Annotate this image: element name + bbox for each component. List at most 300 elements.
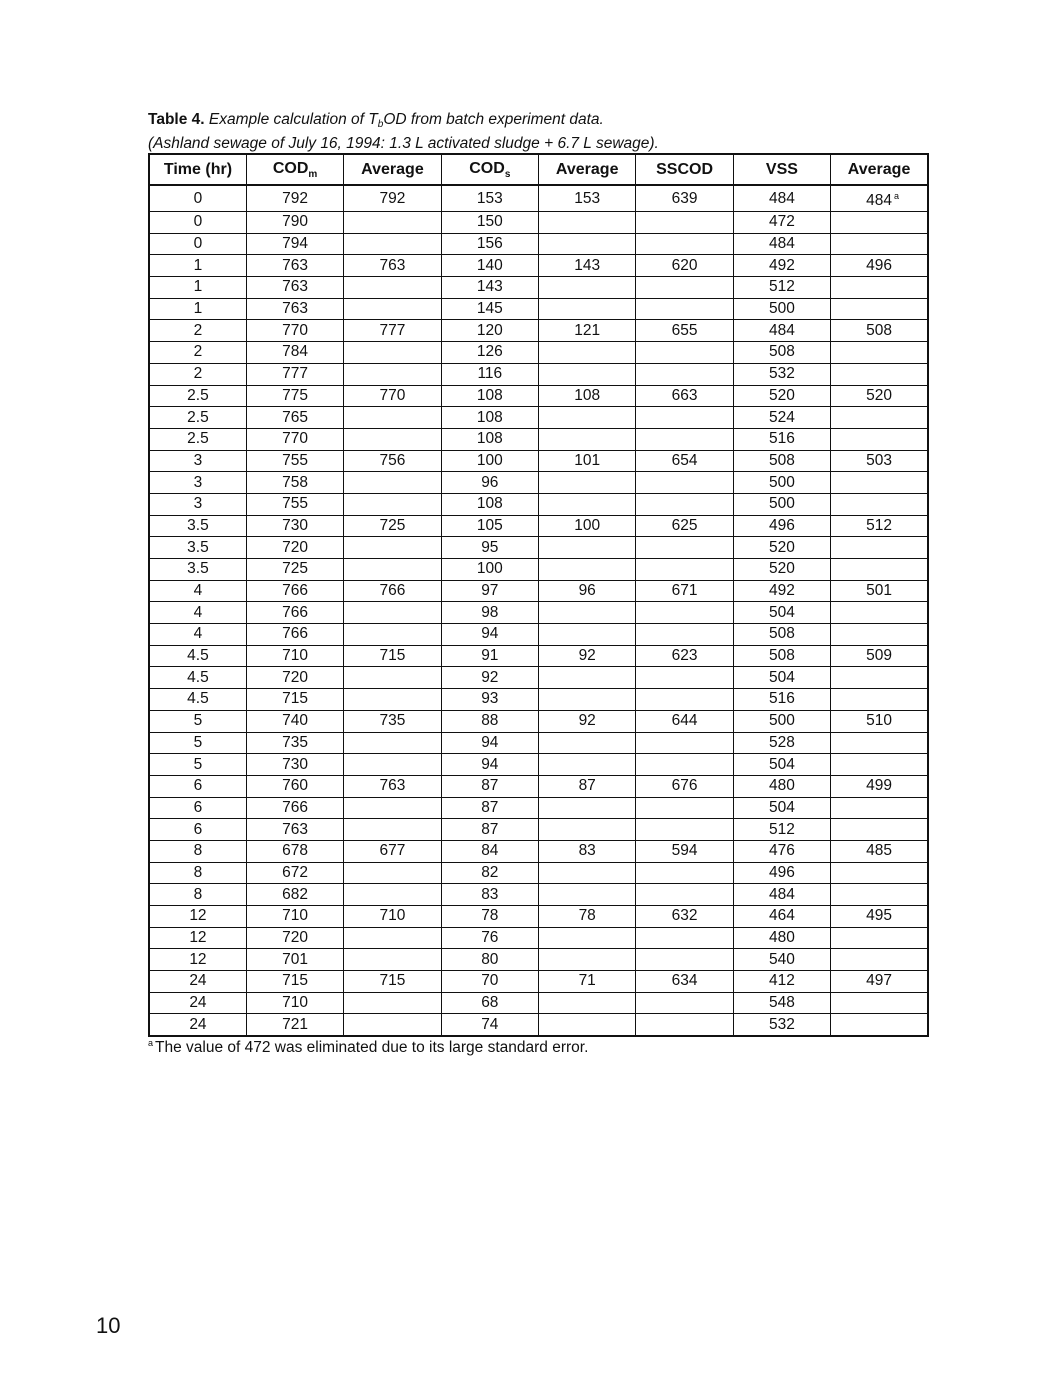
cell-average-codm	[344, 884, 441, 906]
cell-codm: 710	[246, 645, 343, 667]
header-average-codm: Average	[344, 154, 441, 185]
cell-time: 8	[149, 840, 246, 862]
cell-average-cods: 83	[539, 840, 636, 862]
cell-sscod: 625	[636, 515, 733, 537]
cell-average-codm	[344, 537, 441, 559]
cell-sscod: 620	[636, 255, 733, 277]
cell-average-cods	[539, 602, 636, 624]
cell-average-vss: 520	[831, 385, 928, 407]
cell-sscod: 632	[636, 906, 733, 928]
cell-time: 3.5	[149, 537, 246, 559]
cell-average-vss: 496	[831, 255, 928, 277]
cell-codm: 715	[246, 971, 343, 993]
cell-average-vss	[831, 185, 928, 212]
table-row	[149, 884, 928, 906]
cell-cods: 153	[441, 185, 538, 212]
cell-cods: 93	[441, 689, 538, 711]
cell-codm: 725	[246, 559, 343, 581]
cell-vss: 528	[733, 732, 830, 754]
cell-average-vss	[831, 862, 928, 884]
cell-average-codm: 763	[344, 775, 441, 797]
cell-average-codm	[344, 819, 441, 841]
cell-vss: 508	[733, 450, 830, 472]
cell-time: 4.5	[149, 645, 246, 667]
cell-codm: 721	[246, 1014, 343, 1036]
cell-cods: 100	[441, 450, 538, 472]
table-row	[149, 537, 928, 559]
cell-codm: 758	[246, 472, 343, 494]
cell-time: 2.5	[149, 385, 246, 407]
cell-average-cods	[539, 797, 636, 819]
cell-sscod	[636, 884, 733, 906]
cell-average-vss	[831, 797, 928, 819]
cell-codm: 678	[246, 840, 343, 862]
cell-average-codm	[344, 1014, 441, 1036]
cell-sscod	[636, 819, 733, 841]
cell-time: 4.5	[149, 689, 246, 711]
table-row	[149, 797, 928, 819]
cell-vss: 472	[733, 212, 830, 234]
cell-cods: 105	[441, 515, 538, 537]
cell-sscod	[636, 602, 733, 624]
table-row	[149, 602, 928, 624]
cell-sscod	[636, 992, 733, 1014]
cell-average-cods	[539, 819, 636, 841]
cell-cods: 91	[441, 645, 538, 667]
cell-average-codm	[344, 428, 441, 450]
cell-time: 5	[149, 754, 246, 776]
cell-average-codm: 766	[344, 580, 441, 602]
cell-vss: 484	[733, 233, 830, 255]
cell-average-codm	[344, 298, 441, 320]
table-row	[149, 992, 928, 1014]
cell-time: 3	[149, 472, 246, 494]
cell-value: 484	[866, 192, 892, 209]
cell-vss: 484	[733, 320, 830, 342]
cell-vss: 504	[733, 602, 830, 624]
cell-codm: 740	[246, 710, 343, 732]
cell-cods: 97	[441, 580, 538, 602]
cell-sscod: 654	[636, 450, 733, 472]
cell-sscod	[636, 537, 733, 559]
cell-codm: 710	[246, 992, 343, 1014]
header-codm-label: COD	[272, 159, 309, 177]
cell-vss: 412	[733, 971, 830, 993]
cell-average-codm: 756	[344, 450, 441, 472]
cell-average-cods	[539, 1014, 636, 1036]
cell-average-cods	[539, 277, 636, 299]
table-row	[149, 1014, 928, 1036]
cell-codm: 784	[246, 342, 343, 364]
cell-average-codm: 770	[344, 385, 441, 407]
table-row	[149, 689, 928, 711]
cell-vss: 504	[733, 797, 830, 819]
cell-time: 2	[149, 320, 246, 342]
cell-codm: 763	[246, 819, 343, 841]
cell-average-cods	[539, 689, 636, 711]
table-row	[149, 450, 928, 472]
cell-time: 4	[149, 624, 246, 646]
cell-codm: 760	[246, 775, 343, 797]
cell-codm: 710	[246, 906, 343, 928]
cell-codm: 720	[246, 927, 343, 949]
header-codm-subscript: m	[308, 168, 318, 180]
cell-sscod: 655	[636, 320, 733, 342]
header-time: Time (hr)	[149, 154, 246, 185]
cell-average-cods	[539, 233, 636, 255]
cell-average-cods	[539, 472, 636, 494]
footnote-text: The value of 472 was eliminated due to its large standard error.	[155, 1039, 589, 1056]
cell-sscod	[636, 949, 733, 971]
cell-average-vss	[831, 667, 928, 689]
cell-average-cods	[539, 624, 636, 646]
table-row	[149, 255, 928, 277]
cell-vss: 504	[733, 667, 830, 689]
cell-sscod	[636, 212, 733, 234]
cell-sscod	[636, 407, 733, 429]
cell-vss: 512	[733, 819, 830, 841]
table-row	[149, 493, 928, 515]
table-row	[149, 559, 928, 581]
cell-cods: 94	[441, 732, 538, 754]
cell-vss: 500	[733, 710, 830, 732]
header-sscod: SSCOD	[636, 154, 733, 185]
cell-cods: 84	[441, 840, 538, 862]
cell-average-codm	[344, 992, 441, 1014]
cell-cods: 145	[441, 298, 538, 320]
cell-cods: 78	[441, 906, 538, 928]
cell-time: 2	[149, 363, 246, 385]
cell-codm: 766	[246, 602, 343, 624]
cell-average-codm	[344, 493, 441, 515]
cell-average-vss	[831, 949, 928, 971]
cell-average-cods: 101	[539, 450, 636, 472]
table-row	[149, 320, 928, 342]
header-codm	[246, 154, 343, 185]
cell-codm: 715	[246, 689, 343, 711]
cell-sscod	[636, 797, 733, 819]
cell-average-vss: 499	[831, 775, 928, 797]
cell-average-vss	[831, 992, 928, 1014]
cell-codm: 794	[246, 233, 343, 255]
cell-codm: 777	[246, 363, 343, 385]
cell-time: 0	[149, 185, 246, 212]
cell-average-vss	[831, 233, 928, 255]
table-row	[149, 515, 928, 537]
table-row	[149, 185, 928, 212]
cell-time: 3	[149, 493, 246, 515]
cell-codm: 672	[246, 862, 343, 884]
caption-line-1	[148, 110, 948, 134]
cell-time: 12	[149, 906, 246, 928]
cell-vss: 524	[733, 407, 830, 429]
cell-sscod: 639	[636, 185, 733, 212]
cell-time: 1	[149, 277, 246, 299]
cell-cods: 156	[441, 233, 538, 255]
cell-cods: 87	[441, 819, 538, 841]
header-cods	[441, 154, 538, 185]
cell-sscod	[636, 689, 733, 711]
header-vss: VSS	[733, 154, 830, 185]
cell-codm: 766	[246, 624, 343, 646]
cell-time: 8	[149, 862, 246, 884]
cell-average-cods: 92	[539, 710, 636, 732]
cell-average-cods: 96	[539, 580, 636, 602]
cell-average-cods: 121	[539, 320, 636, 342]
cell-sscod	[636, 233, 733, 255]
cell-time: 0	[149, 233, 246, 255]
cell-average-codm	[344, 559, 441, 581]
cell-average-codm: 735	[344, 710, 441, 732]
cell-average-cods: 87	[539, 775, 636, 797]
cell-time: 12	[149, 927, 246, 949]
table-row	[149, 624, 928, 646]
cell-average-cods	[539, 992, 636, 1014]
cell-average-vss: 485	[831, 840, 928, 862]
table-row	[149, 645, 928, 667]
cell-vss: 508	[733, 645, 830, 667]
cell-codm: 766	[246, 580, 343, 602]
table-row	[149, 754, 928, 776]
cell-average-cods	[539, 298, 636, 320]
cell-average-codm	[344, 233, 441, 255]
cell-vss: 520	[733, 385, 830, 407]
cell-vss: 532	[733, 1014, 830, 1036]
table-row	[149, 862, 928, 884]
cell-codm: 763	[246, 255, 343, 277]
cell-time: 0	[149, 212, 246, 234]
cell-cods: 88	[441, 710, 538, 732]
cell-average-codm	[344, 754, 441, 776]
table-row	[149, 342, 928, 364]
cell-cods: 87	[441, 797, 538, 819]
cell-cods: 82	[441, 862, 538, 884]
cell-time: 24	[149, 1014, 246, 1036]
cell-time: 6	[149, 819, 246, 841]
cell-vss: 500	[733, 472, 830, 494]
cell-average-cods: 143	[539, 255, 636, 277]
cell-average-vss	[831, 472, 928, 494]
cell-average-vss	[831, 342, 928, 364]
cell-sscod	[636, 927, 733, 949]
cell-average-vss	[831, 1014, 928, 1036]
table-row	[149, 580, 928, 602]
cell-average-cods	[539, 537, 636, 559]
cell-average-vss	[831, 689, 928, 711]
cell-time: 24	[149, 971, 246, 993]
cell-vss: 476	[733, 840, 830, 862]
cell-average-vss	[831, 407, 928, 429]
table-header	[149, 154, 928, 185]
cell-vss: 508	[733, 624, 830, 646]
cell-cods: 68	[441, 992, 538, 1014]
cell-vss: 520	[733, 537, 830, 559]
cell-average-cods	[539, 884, 636, 906]
cell-average-cods	[539, 927, 636, 949]
table-row	[149, 298, 928, 320]
cell-sscod	[636, 732, 733, 754]
cell-average-codm	[344, 363, 441, 385]
cell-codm: 735	[246, 732, 343, 754]
cell-average-vss	[831, 927, 928, 949]
table-row	[149, 233, 928, 255]
cell-sscod	[636, 493, 733, 515]
table-row	[149, 927, 928, 949]
cell-average-codm: 792	[344, 185, 441, 212]
footnote-marker: a	[148, 1038, 154, 1048]
cell-cods: 98	[441, 602, 538, 624]
cell-cods: 70	[441, 971, 538, 993]
cell-average-cods: 78	[539, 906, 636, 928]
cell-average-codm: 715	[344, 645, 441, 667]
cell-cods: 94	[441, 624, 538, 646]
cell-average-codm	[344, 277, 441, 299]
cell-cods: 100	[441, 559, 538, 581]
cell-vss: 520	[733, 559, 830, 581]
cell-average-vss	[831, 754, 928, 776]
cell-average-vss	[831, 428, 928, 450]
cell-codm: 763	[246, 277, 343, 299]
cell-average-codm	[344, 472, 441, 494]
table-row	[149, 428, 928, 450]
cell-average-vss	[831, 277, 928, 299]
cell-average-codm	[344, 689, 441, 711]
cell-average-cods	[539, 559, 636, 581]
page-number: 10	[96, 1313, 121, 1338]
cell-vss: 512	[733, 277, 830, 299]
cell-sscod: 623	[636, 645, 733, 667]
cell-time: 5	[149, 732, 246, 754]
cell-average-codm	[344, 212, 441, 234]
cell-codm: 775	[246, 385, 343, 407]
cell-average-vss: 512	[831, 515, 928, 537]
cell-average-cods: 108	[539, 385, 636, 407]
cell-vss: 464	[733, 906, 830, 928]
cell-average-codm	[344, 862, 441, 884]
cell-vss: 492	[733, 255, 830, 277]
cell-average-vss: 503	[831, 450, 928, 472]
cell-average-cods	[539, 667, 636, 689]
cell-average-vss	[831, 884, 928, 906]
cell-vss: 516	[733, 689, 830, 711]
header-cods-label: COD	[469, 159, 505, 177]
cell-average-cods: 92	[539, 645, 636, 667]
cell-cods: 83	[441, 884, 538, 906]
cell-vss: 484	[733, 185, 830, 212]
cell-vss: 532	[733, 363, 830, 385]
cell-codm: 701	[246, 949, 343, 971]
cell-average-codm: 710	[344, 906, 441, 928]
cell-average-codm: 725	[344, 515, 441, 537]
cell-average-codm	[344, 732, 441, 754]
cell-vss: 500	[733, 493, 830, 515]
table-title	[209, 111, 604, 128]
header-average-vss: Average	[831, 154, 928, 185]
cell-sscod: 644	[636, 710, 733, 732]
cell-vss: 480	[733, 775, 830, 797]
cell-average-codm	[344, 342, 441, 364]
cell-vss: 500	[733, 298, 830, 320]
table-row	[149, 949, 928, 971]
cell-time: 3.5	[149, 515, 246, 537]
table-body	[149, 185, 928, 1036]
header-average-cods: Average	[539, 154, 636, 185]
cell-time: 4	[149, 602, 246, 624]
cell-sscod: 671	[636, 580, 733, 602]
cell-cods: 140	[441, 255, 538, 277]
cell-vss: 484	[733, 884, 830, 906]
table-row	[149, 732, 928, 754]
cell-time: 3.5	[149, 559, 246, 581]
cell-average-vss	[831, 493, 928, 515]
header-cods-subscript: s	[504, 168, 511, 180]
cell-average-vss	[831, 212, 928, 234]
cell-codm: 763	[246, 298, 343, 320]
cell-average-cods	[539, 212, 636, 234]
cell-average-codm: 715	[344, 971, 441, 993]
cell-average-codm	[344, 949, 441, 971]
cell-average-cods: 100	[539, 515, 636, 537]
table-row	[149, 277, 928, 299]
cell-average-vss: 510	[831, 710, 928, 732]
cell-sscod	[636, 298, 733, 320]
cell-cods: 76	[441, 927, 538, 949]
cell-sscod	[636, 342, 733, 364]
cell-average-vss: 508	[831, 320, 928, 342]
cell-cods: 96	[441, 472, 538, 494]
cell-time: 8	[149, 884, 246, 906]
cell-sscod	[636, 428, 733, 450]
cell-vss: 508	[733, 342, 830, 364]
cell-cods: 92	[441, 667, 538, 689]
cell-average-codm: 763	[344, 255, 441, 277]
table-row	[149, 472, 928, 494]
cell-time: 2.5	[149, 428, 246, 450]
cell-time: 2	[149, 342, 246, 364]
table-row	[149, 407, 928, 429]
cell-average-vss	[831, 537, 928, 559]
cell-average-vss	[831, 602, 928, 624]
cell-time: 2.5	[149, 407, 246, 429]
table-row	[149, 840, 928, 862]
cell-average-codm	[344, 667, 441, 689]
cell-codm: 755	[246, 493, 343, 515]
cell-time: 12	[149, 949, 246, 971]
table-row	[149, 775, 928, 797]
data-table	[148, 153, 929, 1037]
cell-codm: 730	[246, 515, 343, 537]
cell-average-codm	[344, 797, 441, 819]
cell-sscod	[636, 363, 733, 385]
cell-average-vss	[831, 363, 928, 385]
cell-average-vss: 497	[831, 971, 928, 993]
cell-average-codm	[344, 407, 441, 429]
table-row	[149, 385, 928, 407]
cell-vss: 496	[733, 862, 830, 884]
cell-cods: 143	[441, 277, 538, 299]
cell-cods: 108	[441, 493, 538, 515]
cell-average-vss	[831, 819, 928, 841]
cell-average-cods	[539, 428, 636, 450]
cell-cods: 94	[441, 754, 538, 776]
cell-time: 6	[149, 797, 246, 819]
table-row	[149, 667, 928, 689]
cell-time: 4	[149, 580, 246, 602]
cell-cods: 120	[441, 320, 538, 342]
cell-time: 1	[149, 298, 246, 320]
table-caption	[148, 110, 948, 153]
cell-cods: 108	[441, 428, 538, 450]
